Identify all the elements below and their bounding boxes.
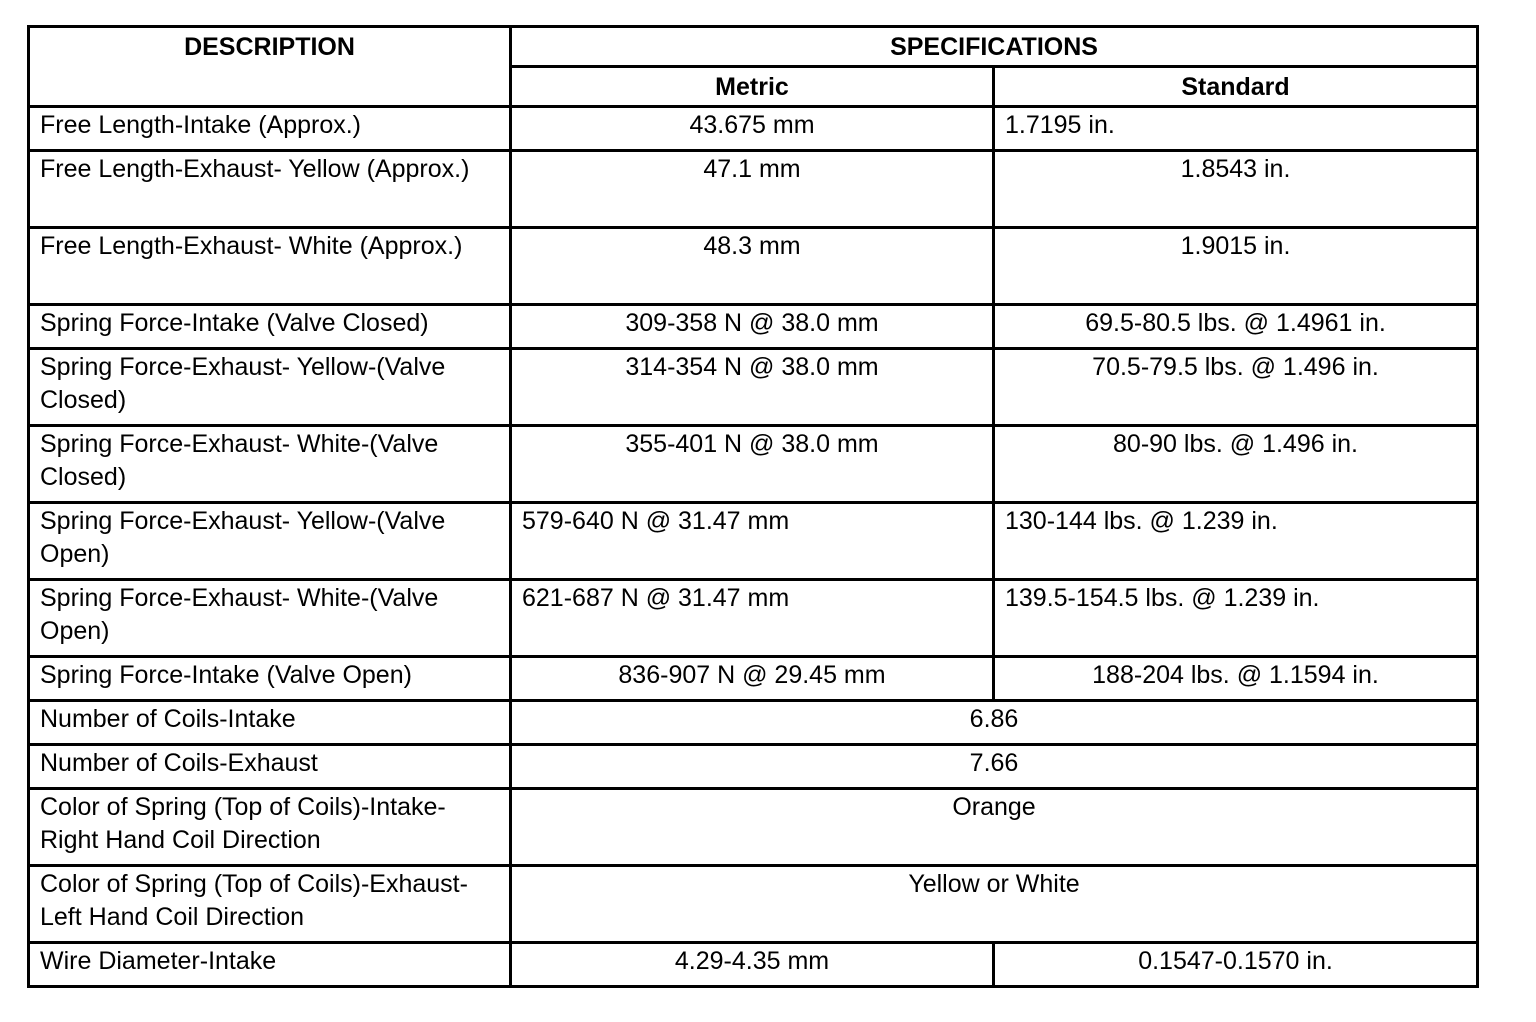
table-row xyxy=(29,943,1478,987)
row-metric: 355-401 N @ 38.0 mm xyxy=(511,426,994,503)
table-row xyxy=(29,107,1478,151)
row-standard: 70.5-79.5 lbs. @ 1.496 in. xyxy=(994,349,1478,426)
row-metric: 309-358 N @ 38.0 mm xyxy=(511,305,994,349)
valve-spring-spec-table xyxy=(27,25,1479,988)
row-metric: 47.1 mm xyxy=(511,151,994,228)
row-standard: 69.5-80.5 lbs. @ 1.4961 in. xyxy=(994,305,1478,349)
header-standard: Standard xyxy=(994,67,1478,107)
table-row xyxy=(29,305,1478,349)
row-description: Free Length-Exhaust- Yellow (Approx.) xyxy=(29,151,511,228)
row-description: Color of Spring (Top of Coils)-Exhaust-Left Hand Coil Direction xyxy=(29,866,511,943)
table-row xyxy=(29,866,1478,943)
row-description: Color of Spring (Top of Coils)-Intake-Right Hand Coil Direction xyxy=(29,789,511,866)
row-metric: 43.675 mm xyxy=(511,107,994,151)
row-description: Free Length-Intake (Approx.) xyxy=(29,107,511,151)
header-metric: Metric xyxy=(511,67,994,107)
row-standard: 188-204 lbs. @ 1.1594 in. xyxy=(994,657,1478,701)
row-description: Free Length-Exhaust- White (Approx.) xyxy=(29,228,511,305)
table-row xyxy=(29,503,1478,580)
table-row xyxy=(29,701,1478,745)
row-metric: 621-687 N @ 31.47 mm xyxy=(511,580,994,657)
row-combined-value: 7.66 xyxy=(511,745,1478,789)
row-standard: 80-90 lbs. @ 1.496 in. xyxy=(994,426,1478,503)
table-row xyxy=(29,349,1478,426)
row-description: Spring Force-Exhaust- Yellow-(Valve Closed) xyxy=(29,349,511,426)
row-combined-value: Yellow or White xyxy=(511,866,1478,943)
row-description: Spring Force-Exhaust- White-(Valve Open) xyxy=(29,580,511,657)
row-metric: 579-640 N @ 31.47 mm xyxy=(511,503,994,580)
row-description: Wire Diameter-Intake xyxy=(29,943,511,987)
header-specifications: SPECIFICATIONS xyxy=(511,27,1478,67)
table-row xyxy=(29,151,1478,228)
row-standard: 1.7195 in. xyxy=(994,107,1478,151)
table-row xyxy=(29,657,1478,701)
row-standard: 130-144 lbs. @ 1.239 in. xyxy=(994,503,1478,580)
row-description: Spring Force-Exhaust- Yellow-(Valve Open) xyxy=(29,503,511,580)
row-combined-value: Orange xyxy=(511,789,1478,866)
row-description: Spring Force-Exhaust- White-(Valve Closed) xyxy=(29,426,511,503)
row-standard: 0.1547-0.1570 in. xyxy=(994,943,1478,987)
header-description: DESCRIPTION xyxy=(29,27,511,107)
row-metric: 836-907 N @ 29.45 mm xyxy=(511,657,994,701)
row-metric: 4.29-4.35 mm xyxy=(511,943,994,987)
table-row xyxy=(29,745,1478,789)
row-description: Number of Coils-Intake xyxy=(29,701,511,745)
row-description: Number of Coils-Exhaust xyxy=(29,745,511,789)
table-row xyxy=(29,228,1478,305)
row-standard: 139.5-154.5 lbs. @ 1.239 in. xyxy=(994,580,1478,657)
table-row xyxy=(29,580,1478,657)
table-row xyxy=(29,789,1478,866)
row-standard: 1.9015 in. xyxy=(994,228,1478,305)
row-metric: 48.3 mm xyxy=(511,228,994,305)
row-metric: 314-354 N @ 38.0 mm xyxy=(511,349,994,426)
row-description: Spring Force-Intake (Valve Closed) xyxy=(29,305,511,349)
row-description: Spring Force-Intake (Valve Open) xyxy=(29,657,511,701)
row-standard: 1.8543 in. xyxy=(994,151,1478,228)
row-combined-value: 6.86 xyxy=(511,701,1478,745)
table-row xyxy=(29,426,1478,503)
